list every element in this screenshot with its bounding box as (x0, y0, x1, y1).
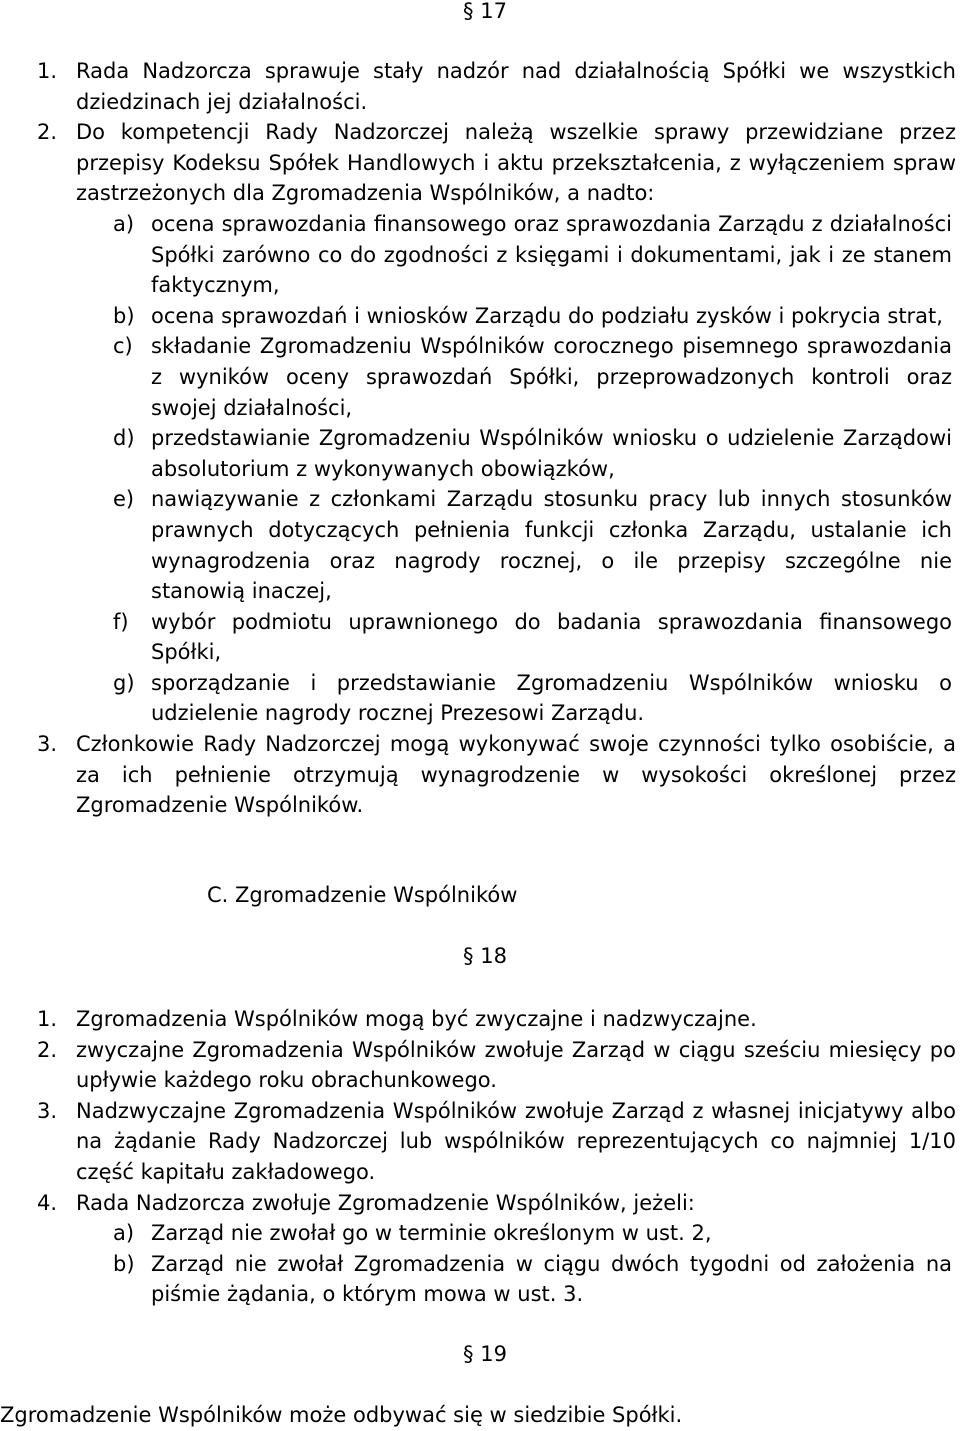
sub-item-letter: a) (113, 1221, 135, 1246)
item-number: 2. (37, 1037, 58, 1062)
sub-item-letter: g) (113, 670, 135, 695)
list-item (0, 56, 960, 117)
item-number: 3. (37, 1098, 58, 1123)
section-19-paragraph: Zgromadzenie Wspólników może odbywać się w siedzibie Spółki. (0, 1403, 683, 1427)
list-item (0, 1096, 960, 1188)
sub-list-item (0, 668, 956, 729)
list-item (0, 1035, 960, 1096)
sub-item-text: ocena sprawozdania finansowego oraz sprawozdania Zarządu z działalności Spółki zarówno co do zgodności z księgami i dokumentami, jak i ze stanem faktycznym, (151, 211, 952, 298)
sub-item-text: sporządzanie i przedstawianie Zgromadzeniu Wspólników wniosku o udzielenie nagrody rocznej Prezesowi Zarządu. (151, 670, 952, 726)
sub-item-text: Zarząd nie zwołał go w terminie określonym w ust. 2, (151, 1221, 712, 1246)
sub-item-text: wybór podmiotu uprawnionego do badania sprawozdania finansowego Spółki, (151, 609, 952, 665)
sub-item-text: Zarząd nie zwołał Zgromadzenia w ciągu dwóch tygodni od założenia na piśmie żądania, o którym mowa w ust. 3. (151, 1251, 952, 1307)
sub-item-letter: c) (113, 334, 133, 359)
item-number: 2. (37, 120, 58, 145)
item-text: Nadzwyczajne Zgromadzenia Wspólników zwołuje Zarząd z własnej inicjatywy albo na żądanie Rady Nadzorczej lub wspólników reprezentujących co najmniej 1/10 część kapitału zakładowego. (76, 1098, 956, 1184)
item-number: 1. (37, 59, 58, 83)
sub-item-text: przedstawianie Zgromadzeniu Wspólników wniosku o udzielenie Zarządowi absolutorium z wykonywanych obowiązków, (151, 426, 952, 481)
sub-item-text: nawiązywanie z członkami Zarządu stosunku pracy lub innych stosunków prawnych dotyczących pełnienia funkcji członka Zarządu, ustalanie ich wynagrodzenia oraz nagrody rocznej, o ile przepisy szczególne nie stanowią inaczej, (151, 487, 952, 604)
item-number: 4. (37, 1190, 58, 1215)
list-item (0, 729, 960, 821)
section-title-17: § 17 (463, 0, 507, 23)
sub-list-item (0, 301, 956, 332)
section-title-19: § 19 (463, 1342, 507, 1366)
section-title-18: § 18 (463, 944, 507, 968)
sub-item-text: ocena sprawozdań i wniosków Zarządu do podziału zysków i pokrycia strat, (151, 303, 943, 328)
item-text: Członkowie Rady Nadzorczej mogą wykonywać swoje czynności tylko osobiście, a za ich pełnienie otrzymują wynagrodzenie w wysokości określonej przez Zgromadzenie Wspólników. (76, 732, 956, 818)
item-text: Rada Nadzorcza sprawuje stały nadzór nad działalnością Spółki we wszystkich dziedzinach jej działalności. (76, 59, 956, 114)
item-text: zwyczajne Zgromadzenia Wspólników zwołuje Zarząd w ciągu sześciu miesięcy po upływie każdego roku obrachunkowego. (76, 1037, 956, 1093)
sub-list (76, 1218, 956, 1310)
item-text: Zgromadzenia Wspólników mogą być zwyczajne i nadzwyczajne. (76, 1007, 757, 1031)
sub-item-letter: f) (113, 609, 129, 634)
list-item (0, 1188, 960, 1310)
sub-item-text: składanie Zgromadzeniu Wspólników corocznego pisemnego sprawozdania z wyników oceny sprawozdań Spółki, przeprowadzonych kontroli oraz swojej działalności, (151, 334, 952, 420)
sub-list-item (0, 1218, 956, 1249)
sub-list-item (0, 484, 956, 606)
sub-item-letter: b) (113, 1251, 135, 1276)
section-17-list (0, 56, 960, 821)
item-text: Rada Nadzorcza zwołuje Zgromadzenie Wspólników, jeżeli: (76, 1190, 695, 1215)
list-item (0, 1004, 960, 1035)
item-text: Do kompetencji Rady Nadzorczej należą wszelkie sprawy przewidziane przez przepisy Kodeksu Spółek Handlowych i aktu przekształcenia, z wyłączeniem spraw zastrzeżonych dla Zgromadzenia Wspólników, a nadto: (76, 120, 956, 206)
sub-item-letter: d) (113, 426, 135, 451)
sub-list (76, 209, 956, 729)
section-18-list (0, 1004, 960, 1310)
sub-list-item (0, 1249, 956, 1310)
sub-list-item (0, 331, 956, 423)
sub-item-letter: e) (113, 487, 135, 512)
item-number: 1. (37, 1007, 58, 1031)
item-number: 3. (37, 732, 58, 757)
sub-list-item (0, 607, 956, 668)
chapter-title: C. Zgromadzenie Wspólników (207, 883, 518, 907)
sub-list-item (0, 209, 956, 301)
sub-list-item (0, 423, 956, 484)
sub-item-letter: a) (113, 211, 135, 236)
sub-item-letter: b) (113, 303, 135, 328)
list-item (0, 117, 960, 729)
